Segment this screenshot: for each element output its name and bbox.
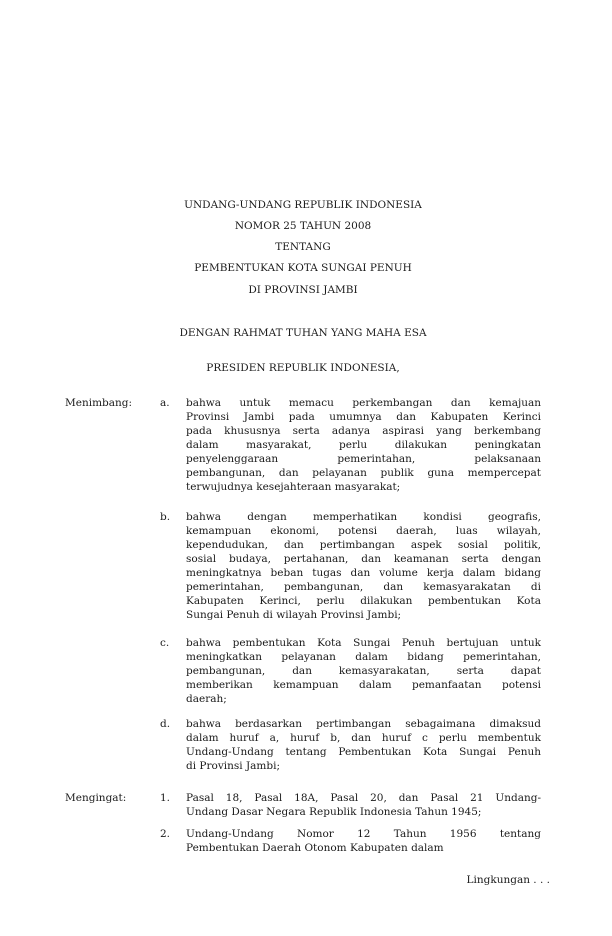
text-line: bahwa berdasarkan pertimbangan sebagaimana dimaksud	[186, 718, 541, 730]
mengingat-item-text	[186, 791, 541, 819]
president-heading: PRESIDEN REPUBLIK INDONESIA,	[206, 362, 400, 374]
title-line: PEMBENTUKAN KOTA SUNGAI PENUH	[194, 262, 412, 274]
text-line: Undang-Undang tentang Pembentukan Kota Sungai Penuh	[186, 746, 541, 758]
text-line: Pasal 18, Pasal 18A, Pasal 20, dan Pasal 21 Undang-	[186, 792, 541, 804]
text-line: kemampuan ekonomi, potensi daerah, luas wilayah,	[186, 525, 541, 537]
mengingat-item-text	[186, 827, 541, 855]
title-line: TENTANG	[275, 241, 331, 253]
text-line: meningkatnya beban tugas dan volume kerja dalam bidang	[186, 567, 541, 579]
text-line: dalam masyarakat, perlu dilakukan peningkatan	[186, 439, 541, 451]
text-line: dalam huruf a, huruf b, dan huruf c perlu membentuk	[186, 732, 541, 744]
title-line: UNDANG-UNDANG REPUBLIK INDONESIA	[184, 199, 422, 211]
text-line: bahwa dengan memperhatikan kondisi geografis,	[186, 511, 541, 523]
text-line: Pembentukan Daerah Otonom Kabupaten dalam	[186, 842, 444, 854]
text-line: penyelenggaraan pemerintahan, pelaksanaan	[186, 453, 541, 465]
text-line: daerah;	[186, 693, 227, 705]
title-line: DI PROVINSI JAMBI	[248, 284, 358, 296]
text-line: pemerintahan, pembangunan, dan kemasyarakatan di	[186, 581, 541, 593]
menimbang-item-text	[186, 396, 541, 494]
menimbang-item-text	[186, 636, 541, 706]
text-line: Kabupaten Kerinci, perlu dilakukan pembentukan Kota	[186, 595, 541, 607]
text-line: terwujudnya kesejahteraan masyarakat;	[186, 481, 401, 493]
title-line: NOMOR 25 TAHUN 2008	[234, 220, 372, 232]
menimbang-item-marker: d.	[160, 718, 171, 730]
invocation: DENGAN RAHMAT TUHAN YANG MAHA ESA	[179, 327, 427, 339]
text-line: kependudukan, dan pertimbangan aspek sosial politik,	[186, 539, 541, 551]
text-line: Sungai Penuh di wilayah Provinsi Jambi;	[186, 609, 402, 621]
text-line: bahwa untuk memacu perkembangan dan kemajuan	[186, 397, 541, 409]
menimbang-item-text	[186, 717, 541, 773]
page-continuation: Lingkungan . . .	[466, 874, 550, 886]
text-line: pembangunan, dan kemasyarakatan, serta dapat	[186, 665, 541, 677]
text-line: bahwa pembentukan Kota Sungai Penuh bertujuan untuk	[186, 637, 541, 649]
menimbang-label: Menimbang:	[65, 397, 133, 409]
menimbang-item-text	[186, 510, 541, 622]
mengingat-item-marker: 2.	[160, 828, 171, 840]
menimbang-item-marker: c.	[160, 637, 170, 649]
text-line: di Provinsi Jambi;	[186, 760, 281, 772]
text-line: pada khususnya serta adanya aspirasi yang berkembang	[186, 425, 541, 437]
text-line: memberikan kemampuan dalam pemanfaatan potensi	[186, 679, 541, 691]
text-line: Provinsi Jambi pada umumnya dan Kabupaten Kerinci	[186, 411, 541, 423]
text-line: pembangunan, dan pelayanan publik guna mempercepat	[186, 467, 541, 479]
text-line: sosial budaya, pertahanan, dan keamanan serta dengan	[186, 553, 541, 565]
text-line: Undang-Undang Nomor 12 Tahun 1956 tentang	[186, 828, 541, 840]
mengingat-label: Mengingat:	[65, 792, 127, 804]
text-line: meningkatkan pelayanan dalam bidang pemerintahan,	[186, 651, 541, 663]
menimbang-item-marker: a.	[160, 397, 170, 409]
mengingat-item-marker: 1.	[160, 792, 171, 804]
text-line: Undang Dasar Negara Republik Indonesia Tahun 1945;	[186, 806, 482, 818]
menimbang-item-marker: b.	[160, 511, 171, 523]
